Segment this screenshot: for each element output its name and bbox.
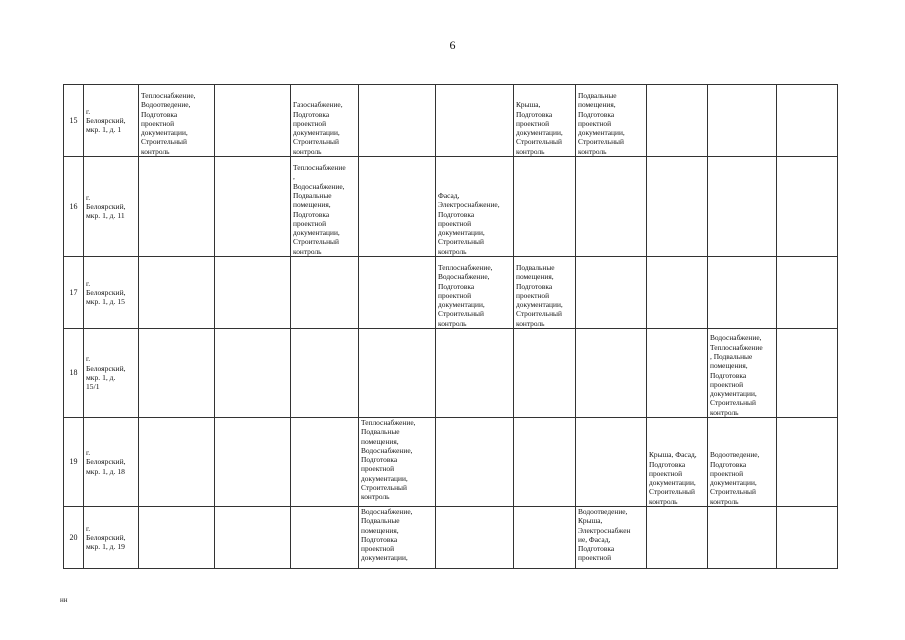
work-line: Строительный xyxy=(710,398,756,408)
work-line: контроль xyxy=(710,496,739,506)
work-line: документации, xyxy=(578,128,625,138)
work-cell xyxy=(514,85,576,157)
address-line: г. xyxy=(86,106,91,116)
work-line: документации, xyxy=(361,473,408,483)
table-row xyxy=(64,507,838,569)
work-line: Теплоснабжение xyxy=(710,342,763,352)
work-cell xyxy=(291,257,359,329)
work-cell xyxy=(514,157,576,257)
work-cell xyxy=(359,329,436,418)
work-cell xyxy=(708,157,777,257)
work-line: Крыша, xyxy=(516,100,541,110)
work-line: контроль xyxy=(293,146,322,156)
work-cell xyxy=(291,157,359,257)
address-line: г. xyxy=(86,523,91,533)
work-cell xyxy=(708,85,777,157)
work-line: проектной xyxy=(438,290,472,300)
table-row xyxy=(64,85,838,157)
work-line: Строительный xyxy=(649,487,695,497)
work-cell xyxy=(139,257,215,329)
work-cell xyxy=(436,507,514,569)
work-line: Подвальные xyxy=(578,90,617,100)
work-line: проектной xyxy=(516,118,550,128)
work-line: контроль xyxy=(141,146,170,156)
work-cell xyxy=(291,507,359,569)
work-line: Подготовка xyxy=(438,209,475,219)
work-cell xyxy=(215,507,291,569)
work-line: документации, xyxy=(361,553,408,563)
work-line: документации, xyxy=(438,228,485,238)
work-line: документации, xyxy=(516,300,563,310)
work-line: Водоснабжение, xyxy=(361,507,413,516)
work-line: контроль xyxy=(578,146,607,156)
work-line: Подготовка xyxy=(578,544,615,554)
work-cell xyxy=(359,257,436,329)
work-line: контроль xyxy=(361,492,390,502)
address-line: Белоярский, xyxy=(86,363,126,373)
work-line: Теплоснабжение, xyxy=(438,262,493,272)
work-line: Подвальные xyxy=(361,427,400,437)
work-line: Подвальные xyxy=(293,190,332,200)
row-number: 15 xyxy=(64,85,84,157)
work-line: проектной xyxy=(710,379,744,389)
work-cell xyxy=(777,329,838,418)
work-line: Водоснабжение, xyxy=(361,445,413,455)
address-cell xyxy=(84,507,139,569)
work-line: Строительный xyxy=(578,137,624,147)
address-line: г. xyxy=(86,448,91,458)
address-line: г. xyxy=(86,354,91,364)
work-cell xyxy=(291,85,359,157)
work-cell xyxy=(514,257,576,329)
work-cell xyxy=(514,418,576,507)
work-cell xyxy=(215,418,291,507)
work-line: контроль xyxy=(438,318,467,328)
work-line: Строительный xyxy=(710,487,756,497)
work-line: Подготовка xyxy=(578,109,615,119)
row-number: 18 xyxy=(64,329,84,418)
work-line: Строительный xyxy=(361,483,407,493)
work-cell xyxy=(647,157,708,257)
work-line: Строительный xyxy=(293,237,339,247)
work-cell xyxy=(436,329,514,418)
work-line: Водоотведение, xyxy=(578,507,628,516)
work-cell xyxy=(647,507,708,569)
work-cell xyxy=(576,257,647,329)
work-line: Подвальные xyxy=(361,516,400,526)
work-line: Фасад, xyxy=(438,190,460,200)
table-row xyxy=(64,418,838,507)
work-cell xyxy=(359,507,436,569)
address-line: 15/1 xyxy=(86,382,100,392)
address-line: Белоярский, xyxy=(86,532,126,542)
work-cell xyxy=(576,507,647,569)
work-cell xyxy=(139,418,215,507)
work-line: Подготовка xyxy=(710,459,747,469)
row-number: 19 xyxy=(64,418,84,507)
work-cell xyxy=(576,85,647,157)
work-cell xyxy=(647,85,708,157)
work-line: Подготовка xyxy=(361,534,398,544)
footer-mark: нн xyxy=(60,596,68,604)
work-line: Водоотведение, xyxy=(710,450,760,460)
address-line: мкр. 1, д. 11 xyxy=(86,211,125,221)
work-cell xyxy=(215,329,291,418)
address-cell xyxy=(84,157,139,257)
work-cell xyxy=(708,418,777,507)
address-line: мкр. 1, д. 18 xyxy=(86,466,125,476)
work-line: Водоснабжение, xyxy=(710,333,762,343)
work-line: Подготовка xyxy=(710,370,747,380)
table-row xyxy=(64,157,838,257)
work-line: документации, xyxy=(438,300,485,310)
work-line: документации, xyxy=(516,128,563,138)
work-line: Подготовка xyxy=(293,209,330,219)
work-line: помещения, xyxy=(710,361,748,371)
work-line: документации, xyxy=(293,228,340,238)
work-line: проектной xyxy=(141,118,175,128)
work-line: Строительный xyxy=(438,237,484,247)
work-cell xyxy=(777,85,838,157)
work-cell xyxy=(436,257,514,329)
work-line: Подготовка xyxy=(293,109,330,119)
address-line: мкр. 1, д. 1 xyxy=(86,125,122,135)
work-line: Подготовка xyxy=(649,459,686,469)
address-line: мкр. 1, д. 19 xyxy=(86,542,125,552)
work-line: , xyxy=(293,172,295,182)
work-line: ие, Фасад, xyxy=(578,534,611,544)
work-cell xyxy=(576,418,647,507)
work-line: помещения, xyxy=(293,200,331,210)
work-cell xyxy=(215,157,291,257)
work-cell xyxy=(359,418,436,507)
address-line: Белоярский, xyxy=(86,201,126,211)
work-line: Подвальные xyxy=(516,262,555,272)
address-line: Белоярский, xyxy=(86,287,126,297)
work-line: контроль xyxy=(516,146,545,156)
work-line: контроль xyxy=(293,246,322,256)
work-line: Строительный xyxy=(141,137,187,147)
page-number: 6 xyxy=(449,38,456,52)
work-line: документации, xyxy=(710,478,757,488)
work-line: проектной xyxy=(578,118,612,128)
work-line: Водоснабжение, xyxy=(438,272,490,282)
repair-schedule-table xyxy=(63,84,838,569)
work-cell xyxy=(514,329,576,418)
work-line: Крыша, xyxy=(578,516,603,526)
work-line: контроль xyxy=(516,318,545,328)
work-cell xyxy=(359,157,436,257)
work-cell xyxy=(708,329,777,418)
work-cell xyxy=(291,329,359,418)
address-line: г. xyxy=(86,278,91,288)
work-line: Подготовка xyxy=(361,455,398,465)
work-cell xyxy=(777,257,838,329)
work-line: документации, xyxy=(293,128,340,138)
work-cell xyxy=(436,157,514,257)
work-cell xyxy=(576,157,647,257)
work-line: Подготовка xyxy=(438,281,475,291)
work-line: проектной xyxy=(293,118,327,128)
work-line: Электроснабжение, xyxy=(438,200,500,210)
address-line: Белоярский, xyxy=(86,457,126,467)
work-cell xyxy=(215,257,291,329)
work-cell xyxy=(777,418,838,507)
work-line: помещения, xyxy=(516,272,554,282)
address-line: мкр. 1, д. xyxy=(86,373,116,382)
table-row xyxy=(64,257,838,329)
work-line: проектной xyxy=(578,553,612,563)
work-line: проектной xyxy=(516,290,550,300)
work-cell xyxy=(708,257,777,329)
address-cell xyxy=(84,329,139,418)
work-line: Строительный xyxy=(438,309,484,319)
work-line: помещения, xyxy=(361,436,399,446)
work-cell xyxy=(139,507,215,569)
work-line: Строительный xyxy=(293,137,339,147)
work-line: контроль xyxy=(710,407,739,417)
work-cell xyxy=(291,418,359,507)
work-cell xyxy=(647,418,708,507)
work-line: проектной xyxy=(293,218,327,228)
work-line: контроль xyxy=(438,246,467,256)
work-cell xyxy=(215,85,291,157)
work-cell xyxy=(777,157,838,257)
work-line: проектной xyxy=(361,544,395,554)
work-cell xyxy=(359,85,436,157)
work-line: документации, xyxy=(649,478,696,488)
work-cell xyxy=(139,157,215,257)
work-line: , Подвальные xyxy=(710,351,753,361)
table-row xyxy=(64,329,838,418)
work-line: Теплоснабжение, xyxy=(141,90,196,100)
work-line: проектной xyxy=(438,218,472,228)
work-line: Водоотведение, xyxy=(141,100,191,110)
address-line: мкр. 1, д. 15 xyxy=(86,297,125,307)
work-cell xyxy=(576,329,647,418)
work-line: Водоснабжение, xyxy=(293,181,345,191)
work-cell xyxy=(647,329,708,418)
work-line: документации, xyxy=(710,389,757,399)
work-line: Крыша, Фасад, xyxy=(649,450,697,460)
work-cell xyxy=(436,418,514,507)
work-line: Строительный xyxy=(516,309,562,319)
work-cell xyxy=(777,507,838,569)
work-line: проектной xyxy=(649,468,683,478)
work-cell xyxy=(436,85,514,157)
work-cell xyxy=(514,507,576,569)
address-line: Белоярский, xyxy=(86,115,126,125)
work-cell xyxy=(647,257,708,329)
work-cell xyxy=(139,329,215,418)
row-number: 17 xyxy=(64,257,84,329)
work-line: помещения, xyxy=(361,525,399,535)
work-line: контроль xyxy=(649,496,678,506)
work-line: Подготовка xyxy=(516,281,553,291)
work-line: Подготовка xyxy=(516,109,553,119)
work-line: проектной xyxy=(710,468,744,478)
row-number: 20 xyxy=(64,507,84,569)
work-cell xyxy=(139,85,215,157)
address-cell xyxy=(84,85,139,157)
work-line: Электроснабжен xyxy=(578,525,631,535)
work-line: Подготовка xyxy=(141,109,178,119)
work-line: Теплоснабжение, xyxy=(361,418,416,427)
work-cell xyxy=(708,507,777,569)
work-line: проектной xyxy=(361,464,395,474)
address-cell xyxy=(84,418,139,507)
address-line: г. xyxy=(86,192,91,202)
work-line: документации, xyxy=(141,128,188,138)
row-number: 16 xyxy=(64,157,84,257)
address-cell xyxy=(84,257,139,329)
work-line: помещения, xyxy=(578,100,616,110)
work-line: Газоснабжение, xyxy=(293,100,343,110)
work-line: Теплоснабжение xyxy=(293,163,346,173)
work-line: Строительный xyxy=(516,137,562,147)
